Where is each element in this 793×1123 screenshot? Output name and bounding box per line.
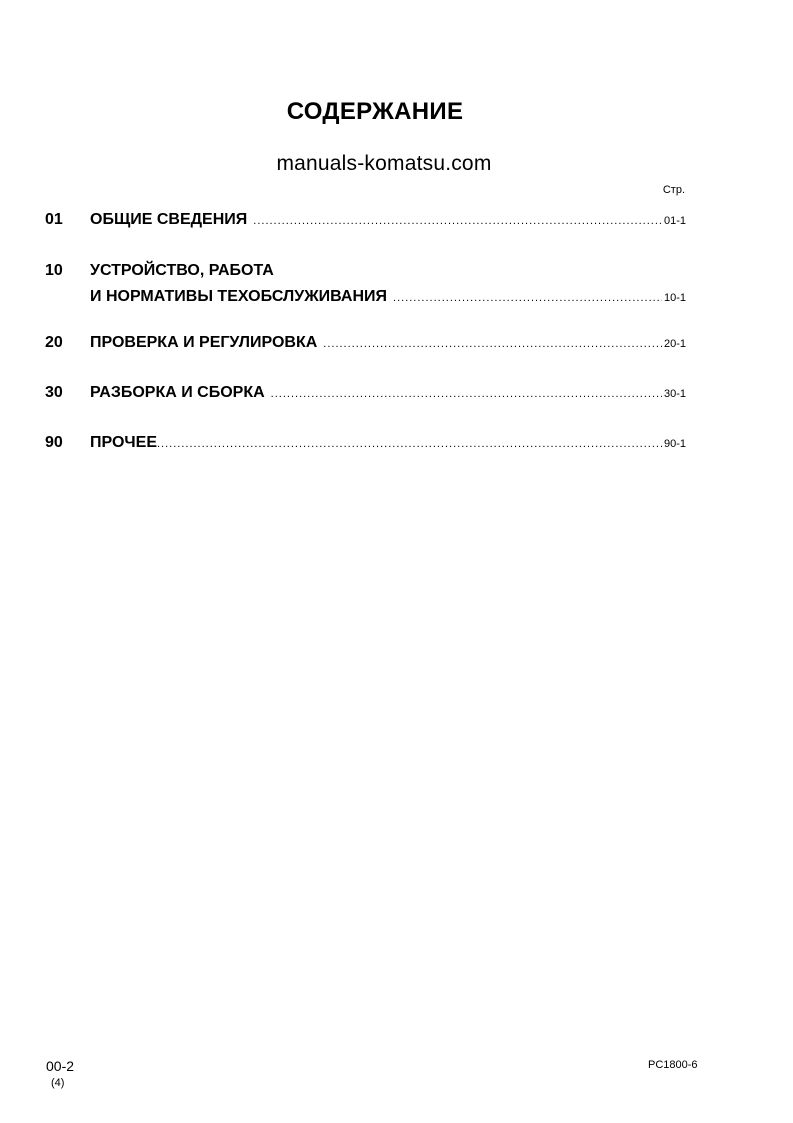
toc-page-ref: 01-1	[663, 215, 686, 227]
toc-section-title: РАЗБОРКА И СБОРКА	[90, 384, 265, 401]
footer-page-number: 00-2	[46, 1058, 75, 1074]
toc-entry-20[interactable]	[45, 334, 686, 356]
page-title: СОДЕРЖАНИЕ	[286, 98, 464, 125]
footer-model: PC1800-6	[648, 1059, 698, 1071]
toc-section-title: ПРОЧЕЕ	[90, 434, 157, 451]
toc-dot-leader	[393, 292, 662, 304]
toc-dot-leader	[323, 338, 662, 350]
toc-entry-90[interactable]	[45, 434, 686, 456]
footer-revision: (4)	[51, 1077, 65, 1089]
toc-section-title-line-1: УСТРОЙСТВО, РАБОТА	[90, 262, 274, 279]
toc-page-ref: 30-1	[663, 388, 686, 400]
toc-dot-leader	[253, 215, 662, 227]
toc-page-ref: 20-1	[663, 338, 686, 350]
toc-section-title: ПРОВЕРКА И РЕГУЛИРОВКА	[90, 334, 318, 351]
watermark-text: manuals-komatsu.com	[276, 152, 492, 175]
toc-entry-01[interactable]	[45, 211, 686, 233]
page-column-header: Стр.	[662, 184, 685, 196]
toc-entry-10[interactable]	[45, 262, 686, 312]
toc-page-ref: 10-1	[663, 292, 686, 304]
toc-page-ref: 90-1	[663, 438, 686, 450]
toc-section-number: 90	[45, 434, 63, 451]
toc-section-number: 30	[45, 384, 63, 401]
toc-dot-leader	[157, 438, 662, 450]
toc-dot-leader	[271, 388, 662, 400]
toc-section-title: ОБЩИЕ СВЕДЕНИЯ	[90, 211, 248, 228]
toc-section-number: 01	[45, 211, 63, 228]
toc-section-number: 20	[45, 334, 63, 351]
toc-section-title-line-2: И НОРМАТИВЫ ТЕХОБСЛУЖИВАНИЯ	[90, 288, 388, 305]
toc-section-number: 10	[45, 262, 63, 279]
toc-entry-30[interactable]	[45, 384, 686, 406]
